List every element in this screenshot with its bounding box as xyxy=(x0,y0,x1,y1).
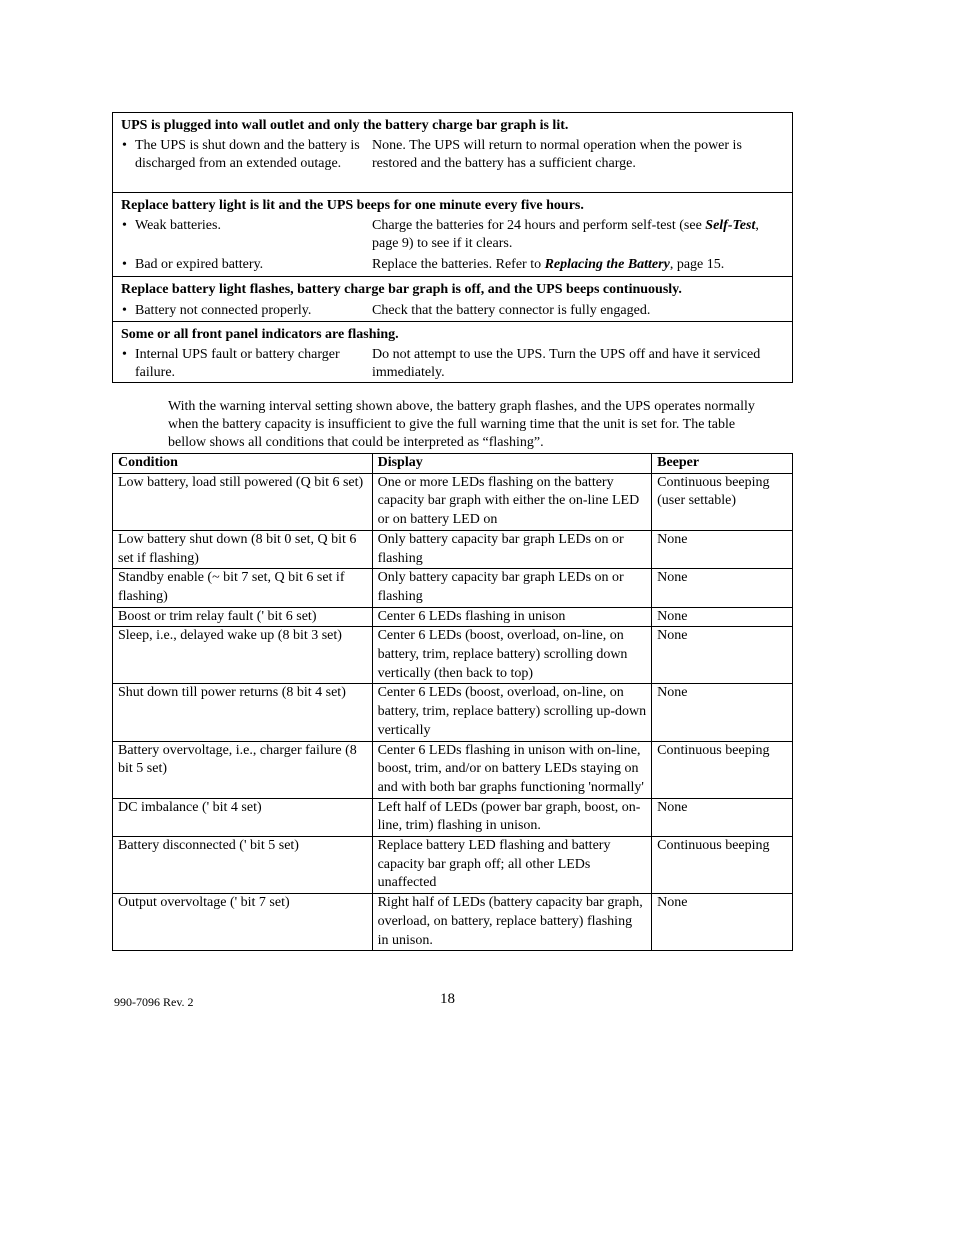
remedy-text: Check that the battery connector is fully engaged. xyxy=(372,303,651,318)
replacing-battery-reference: Replacing the Battery xyxy=(544,257,670,272)
self-test-reference: Self-Test xyxy=(705,218,756,233)
section-title: Some or all front panel indicators are flashing. xyxy=(121,327,399,342)
table-row xyxy=(113,569,793,607)
cause-text: Internal UPS fault or battery charger failure. xyxy=(135,347,340,380)
condition-cell: Boost or trim relay fault (' bit 6 set) xyxy=(113,607,373,627)
condition-cell: Battery overvoltage, i.e., charger failure (8 bit 5 set) xyxy=(113,741,373,798)
intro-paragraph: With the warning interval setting shown above, the battery graph flashes, and the UPS operates normally when the battery capacity is insufficient to give the full warning time that the unit is set for. The table bellow shows all conditions that could be interpreted as “flashing”. xyxy=(168,399,755,450)
table-row xyxy=(113,798,793,836)
table-row xyxy=(113,741,793,798)
condition-cell: Standby enable (~ bit 7 set, Q bit 6 set if flashing) xyxy=(113,569,373,607)
section-title: Replace battery light is lit and the UPS beeps for one minute every five hours. xyxy=(121,198,584,213)
beeper-cell: None xyxy=(652,627,793,684)
beeper-cell: Continuous beeping (user settable) xyxy=(652,473,793,530)
conditions-table xyxy=(112,453,793,951)
table-header-row xyxy=(113,454,793,474)
beeper-cell: Continuous beeping xyxy=(652,741,793,798)
condition-cell: Battery disconnected (' bit 5 set) xyxy=(113,837,373,894)
bullet-icon: • xyxy=(122,257,127,272)
troubleshooting-row xyxy=(113,256,792,274)
display-cell: Center 6 LEDs flashing in unison with on-line, boost, trim, and/or on battery LEDs staying on and with both bar graphs functioning 'normally' xyxy=(372,741,652,798)
remedy-text: None. The UPS will return to normal operation when the power is restored and the battery has a sufficient charge. xyxy=(372,138,742,171)
troubleshooting-section xyxy=(113,276,792,321)
troubleshooting-row xyxy=(113,217,792,254)
table-row xyxy=(113,627,793,684)
troubleshooting-section xyxy=(113,192,792,276)
condition-cell: Output overvoltage (' bit 7 set) xyxy=(113,894,373,951)
display-cell: Only battery capacity bar graph LEDs on or flashing xyxy=(372,569,652,607)
display-cell: Center 6 LEDs flashing in unison xyxy=(372,607,652,627)
display-cell: One or more LEDs flashing on the battery capacity bar graph with either the on-line LED or on battery LED on xyxy=(372,473,652,530)
bullet-icon: • xyxy=(122,218,127,233)
cause-text: Bad or expired battery. xyxy=(135,257,264,272)
bullet-icon: • xyxy=(122,347,127,362)
display-cell: Left half of LEDs (power bar graph, boost, on-line, trim) flashing in unison. xyxy=(372,798,652,836)
condition-cell: Sleep, i.e., delayed wake up (8 bit 3 set) xyxy=(113,627,373,684)
condition-cell: DC imbalance (' bit 4 set) xyxy=(113,798,373,836)
table-row xyxy=(113,837,793,894)
troubleshooting-row xyxy=(113,137,792,172)
remedy-text: Do not attempt to use the UPS. Turn the UPS off and have it serviced immediately. xyxy=(372,347,761,380)
table-row xyxy=(113,894,793,951)
beeper-cell: None xyxy=(652,569,793,607)
table-row xyxy=(113,684,793,741)
beeper-cell: None xyxy=(652,798,793,836)
condition-cell: Low battery, load still powered (Q bit 6 set) xyxy=(113,473,373,530)
section-title: Replace battery light flashes, battery charge bar graph is off, and the UPS beeps continuously. xyxy=(121,282,682,297)
display-cell: Only battery capacity bar graph LEDs on or flashing xyxy=(372,530,652,568)
display-cell: Center 6 LEDs (boost, overload, on-line, on battery, trim, replace battery) scrolling up-down vertically xyxy=(372,684,652,741)
document-number: 990-7096 Rev. 2 xyxy=(114,995,194,1009)
condition-cell: Shut down till power returns (8 bit 4 set) xyxy=(113,684,373,741)
troubleshooting-table xyxy=(112,112,793,383)
cause-text: The UPS is shut down and the battery is discharged from an extended outage. xyxy=(135,138,360,171)
display-cell: Center 6 LEDs (boost, overload, on-line, on battery, trim, replace battery) scrolling down vertically (then back to top) xyxy=(372,627,652,684)
display-cell: Replace battery LED flashing and battery capacity bar graph off; all other LEDs unaffected xyxy=(372,837,652,894)
beeper-cell: None xyxy=(652,530,793,568)
troubleshooting-section xyxy=(113,321,792,382)
table-row xyxy=(113,607,793,627)
table-row xyxy=(113,473,793,530)
cause-text: Weak batteries. xyxy=(135,218,221,233)
display-cell: Right half of LEDs (battery capacity bar graph, overload, on battery, replace battery) flashing in unison. xyxy=(372,894,652,951)
remedy-text: Replace the batteries. Refer to Replacing the Battery, page 15. xyxy=(372,257,725,272)
header-condition: Condition xyxy=(113,454,373,474)
bullet-icon: • xyxy=(122,303,127,318)
bullet-icon: • xyxy=(122,138,127,153)
beeper-cell: Continuous beeping xyxy=(652,837,793,894)
beeper-cell: None xyxy=(652,894,793,951)
beeper-cell: None xyxy=(652,684,793,741)
troubleshooting-row xyxy=(113,346,792,381)
troubleshooting-section xyxy=(113,113,792,192)
condition-cell: Low battery shut down (8 bit 0 set, Q bit 6 set if flashing) xyxy=(113,530,373,568)
table-row xyxy=(113,530,793,568)
troubleshooting-row xyxy=(113,302,792,320)
beeper-cell: None xyxy=(652,607,793,627)
header-display: Display xyxy=(372,454,652,474)
page-number: 18 xyxy=(440,991,455,1007)
cause-text: Battery not connected properly. xyxy=(135,303,312,318)
section-title: UPS is plugged into wall outlet and only the battery charge bar graph is lit. xyxy=(121,118,569,133)
remedy-text: Charge the batteries for 24 hours and perform self-test (see Self-Test, page 9) to see if it clears. xyxy=(372,218,759,251)
header-beeper: Beeper xyxy=(652,454,793,474)
